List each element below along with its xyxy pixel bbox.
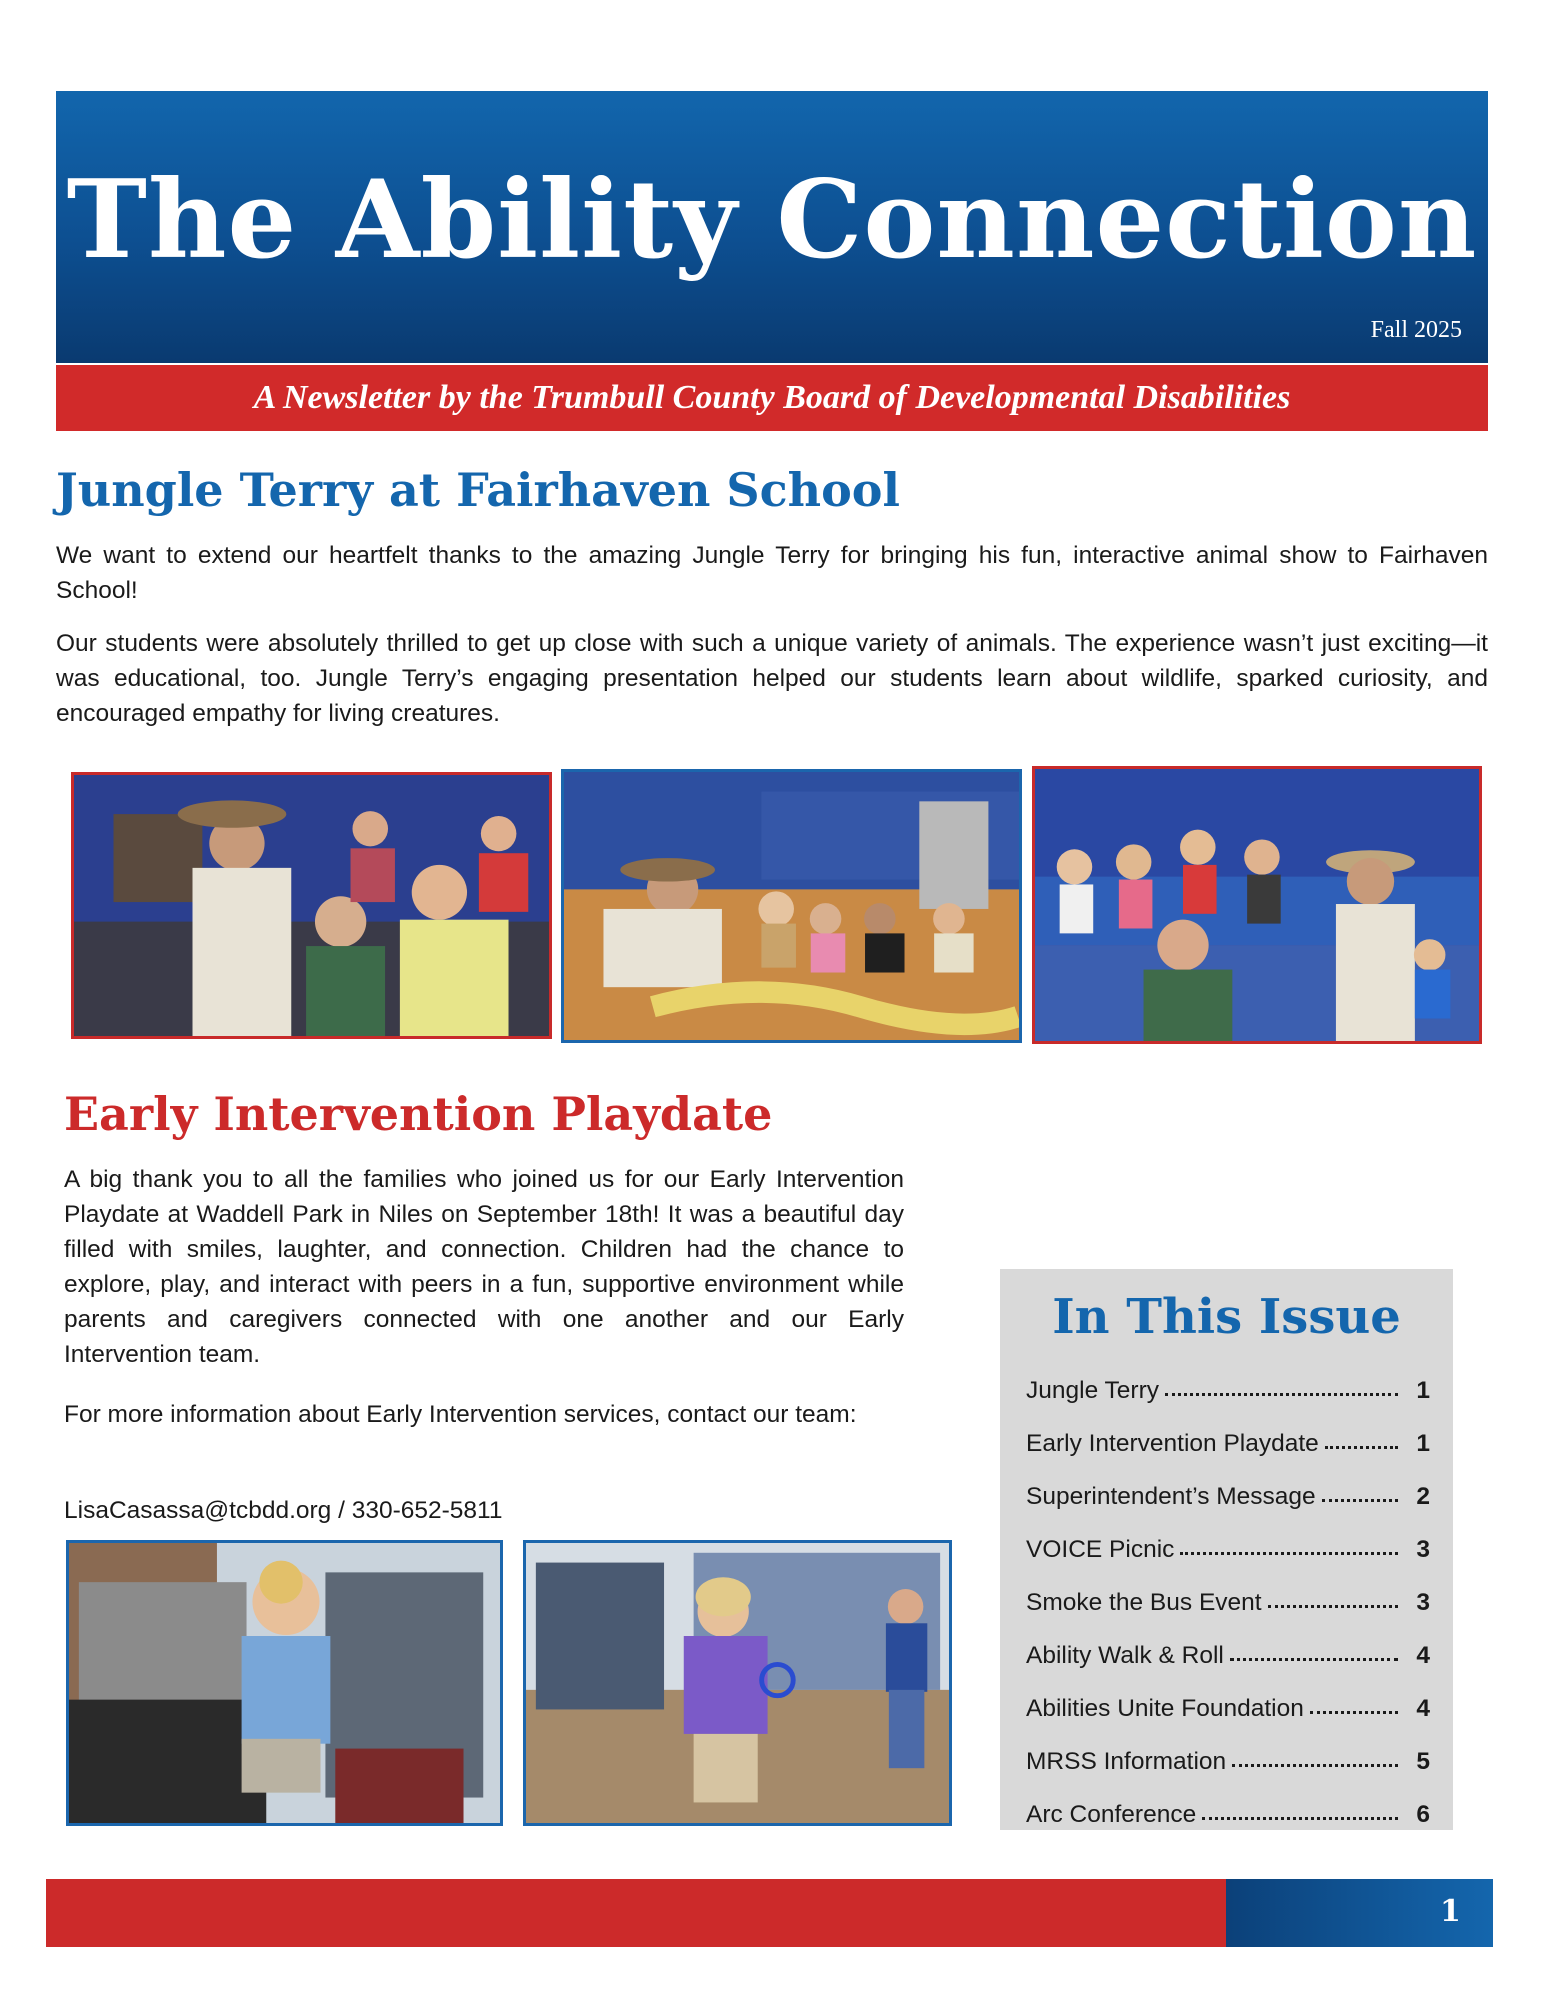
toc-leader-dots [1180, 1552, 1398, 1555]
in-this-issue-title: In This Issue [1052, 1289, 1401, 1345]
toc-item-page: 3 [1416, 1536, 1430, 1563]
jungle-terry-photo-3 [1032, 766, 1482, 1044]
toc-item-superintendents-message [1026, 1483, 1430, 1523]
toc-item-smoke-the-bus [1026, 1589, 1430, 1629]
toc-item-label: MRSS Information [1026, 1748, 1227, 1775]
toc-leader-dots [1232, 1764, 1398, 1767]
toc-leader-dots [1322, 1499, 1398, 1502]
toc-item-voice-picnic [1026, 1536, 1430, 1576]
toc-item-label: Arc Conference [1026, 1801, 1197, 1828]
toc-item-abilities-unite [1026, 1695, 1430, 1735]
toc-item-page: 3 [1416, 1589, 1430, 1616]
playdate-contact: LisaCasassa@tcbdd.org / 330-652-5811 [64, 1497, 503, 1524]
toc-item-label: Superintendent’s Message [1026, 1483, 1316, 1510]
toc-leader-dots [1202, 1817, 1398, 1820]
toc-item-mrss-information [1026, 1748, 1430, 1788]
jungle-terry-photo-2 [561, 769, 1022, 1043]
toc-item-early-intervention-playdate [1026, 1430, 1430, 1470]
toc-item-label: Early Intervention Playdate [1026, 1430, 1319, 1457]
toc-item-arc-conference [1026, 1801, 1430, 1841]
toc-item-label: Abilities Unite Foundation [1026, 1695, 1304, 1722]
issue-date: Fall 2025 [1370, 317, 1462, 343]
toc-item-page: 4 [1416, 1695, 1430, 1722]
masthead [56, 91, 1488, 363]
playdate-photo-2 [523, 1540, 952, 1826]
toc-leader-dots [1268, 1605, 1398, 1608]
toc-item-page: 4 [1416, 1642, 1430, 1669]
toc-leader-dots [1165, 1393, 1398, 1396]
playdate-paragraph-1: A big thank you to all the families who joined us for our Early Intervention Playdate at Waddell Park in Niles on September 18th! It was a beautiful day filled with smiles, laughter, and connection. Children had the chance to explore, play, and interact with peers in a fun, supportive environment while parents and caregivers connected with one another and our Early Intervention team. [64, 1166, 904, 1368]
page-number: 1 [1440, 1894, 1461, 1929]
footer-bar-red [46, 1879, 1226, 1947]
jungle-terry-photo-1 [71, 772, 552, 1039]
in-this-issue-box [1000, 1269, 1453, 1830]
toc-leader-dots [1230, 1658, 1398, 1661]
newsletter-title: The Ability Connection [66, 157, 1478, 283]
jungle-terry-paragraph-2: Our students were absolutely thrilled to get up close with such a unique variety of animals. The experience wasn’t just exciting—it was educational, too. Jungle Terry’s engaging presentation helped our students learn about wildlife, sparked curiosity, and encouraged empathy for living creatures. [56, 630, 1488, 727]
toc-item-page: 5 [1416, 1748, 1430, 1775]
toc-item-label: VOICE Picnic [1026, 1536, 1175, 1563]
playdate-paragraph-2: For more information about Early Intervention services, contact our team: [64, 1401, 857, 1428]
playdate-photo-1 [66, 1540, 503, 1826]
toc-item-jungle-terry [1026, 1377, 1430, 1417]
toc-item-label: Ability Walk & Roll [1026, 1642, 1224, 1669]
toc-item-label: Jungle Terry [1026, 1377, 1160, 1404]
toc-leader-dots [1325, 1446, 1398, 1449]
toc-item-page: 1 [1416, 1377, 1430, 1404]
footer-bar-curve [1155, 1879, 1225, 1947]
toc-leader-dots [1310, 1711, 1398, 1714]
jungle-terry-heading: Jungle Terry at Fairhaven School [56, 463, 900, 517]
toc-item-ability-walk-roll [1026, 1642, 1430, 1682]
jungle-terry-paragraph-1: We want to extend our heartfelt thanks to the amazing Jungle Terry for bringing his fun, interactive animal show to Fairhaven School! [56, 542, 1488, 604]
newsletter-subtitle: A Newsletter by the Trumbull County Board of Developmental Disabilities [253, 379, 1291, 416]
playdate-heading: Early Intervention Playdate [64, 1087, 773, 1141]
toc-item-page: 1 [1416, 1430, 1430, 1457]
subtitle-bar [56, 363, 1488, 431]
toc-item-label: Smoke the Bus Event [1026, 1589, 1262, 1616]
toc-item-page: 6 [1416, 1801, 1430, 1828]
toc-item-page: 2 [1416, 1483, 1430, 1510]
